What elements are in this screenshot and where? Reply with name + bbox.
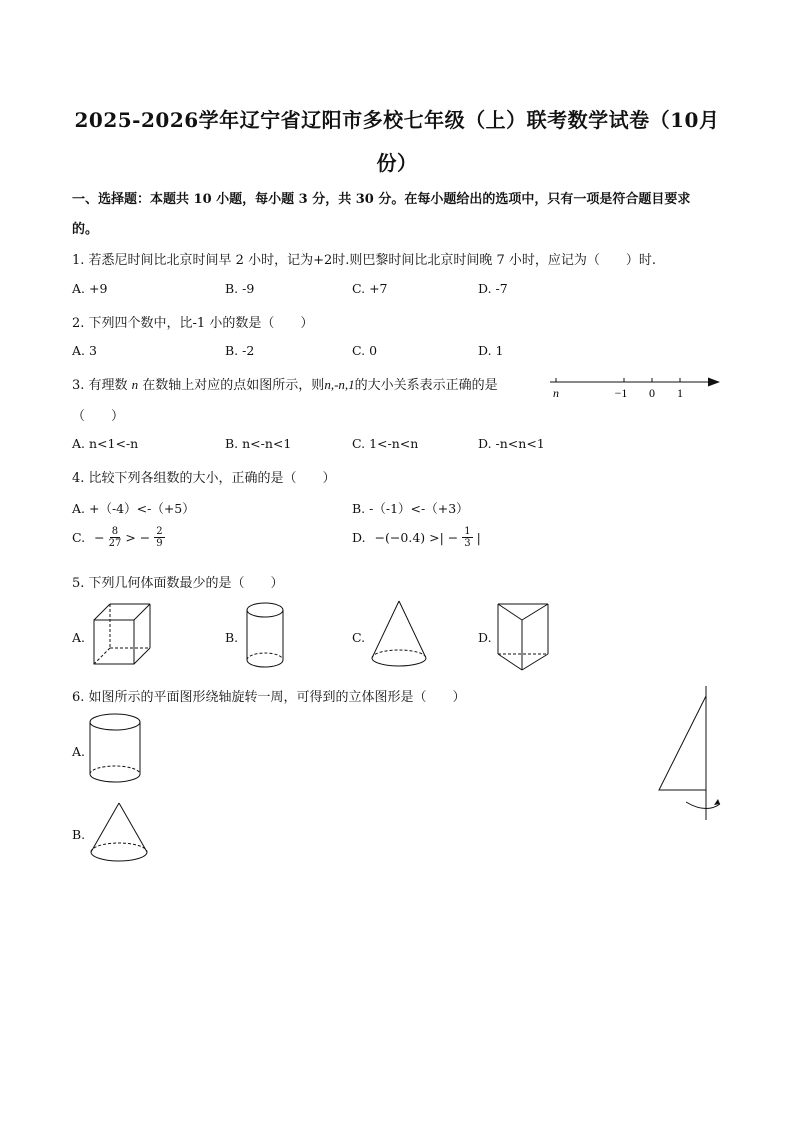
question-1: 1. 若悉尼时间比北京时间早 2 小时，记为+2时.则巴黎时间比北京时间晚 7 小时，应记为（ ）时. <box>72 253 657 268</box>
section-header: 一、选择题：本题共 10 小题，每小题 3 分，共 30 分。在每小题给出的选项中，只有一项是符合题目要求 <box>72 192 691 207</box>
fraction: $\frac{2}{9}$ <box>156 526 163 549</box>
cone-option-figure <box>86 800 152 868</box>
number-line-label-one: 1 <box>677 386 683 400</box>
cone-figure <box>366 598 432 672</box>
cube-figure <box>86 600 156 670</box>
q5-label-a: A. <box>72 630 86 645</box>
q4-option-c: C. − $\frac{8}{27}$ > − $\frac{2}{9}$ <box>72 526 163 549</box>
number-line-label-minus-one: −1 <box>614 386 628 400</box>
cylinder-option-figure <box>86 712 146 784</box>
section-header-continued: 的。 <box>72 222 99 237</box>
q2-option-b: B. -2 <box>225 343 255 358</box>
q5-label-c: C. <box>352 630 366 645</box>
fraction: $\frac{8}{27}$ <box>108 526 122 549</box>
q5-label-d: D. <box>478 630 492 645</box>
q2-option-c: C. 0 <box>352 343 378 358</box>
q3-option-b: B. n<-n<1 <box>225 436 292 451</box>
triangular-prism-figure <box>494 600 554 672</box>
q1-option-a: A. +9 <box>72 281 108 296</box>
question-4: 4. 比较下列各组数的大小，正确的是（ ） <box>72 471 336 486</box>
page-title: 2025-2026学年辽宁省辽阳市多校七年级（上）联考数学试卷（10月 <box>74 108 720 132</box>
q2-option-d: D. 1 <box>478 343 504 358</box>
number-line-label-zero: 0 <box>649 386 655 400</box>
q4-option-a: A. +（-4）<-（+5） <box>72 501 195 516</box>
rotation-axis-diagram <box>650 684 730 824</box>
q3-option-d: D. -n<n<1 <box>478 436 545 451</box>
q6-label-a: A. <box>72 744 86 759</box>
q5-label-b: B. <box>225 630 239 645</box>
question-5: 5. 下列几何体面数最少的是（ ） <box>72 576 284 591</box>
q2-option-a: A. 3 <box>72 343 97 358</box>
q1-option-c: C. +7 <box>352 281 388 296</box>
question-2: 2. 下列四个数中，比-1 小的数是（ ） <box>72 316 314 331</box>
number-line-diagram <box>548 372 723 402</box>
question-3-continued: （ ） <box>72 409 125 424</box>
q1-option-b: B. -9 <box>225 281 255 296</box>
rotation-arrow-icon <box>714 799 720 805</box>
q4-option-d: D. −(−0.4) >| − $\frac{1}{3}$ | <box>352 526 481 549</box>
q4-option-b: B. -（-1）<-（+3） <box>352 501 469 516</box>
question-3: 3. 有理数 n 在数轴上对应的点如图所示，则n,-n,1的大小关系表示正确的是 <box>72 377 498 393</box>
q3-option-a: A. n<1<-n <box>72 436 139 451</box>
arrow-icon <box>708 378 720 387</box>
q3-option-c: C. 1<-n<n <box>352 436 419 451</box>
question-6: 6. 如图所示的平面图形绕轴旋转一周，可得到的立体图形是（ ） <box>72 690 466 705</box>
fraction: $\frac{1}{3}$ <box>464 526 471 549</box>
page-title-continued: 份） <box>376 151 418 175</box>
q6-label-b: B. <box>72 827 86 842</box>
cylinder-figure <box>240 600 290 672</box>
number-line-label-n: n <box>553 386 559 400</box>
q1-option-d: D. -7 <box>478 281 508 296</box>
